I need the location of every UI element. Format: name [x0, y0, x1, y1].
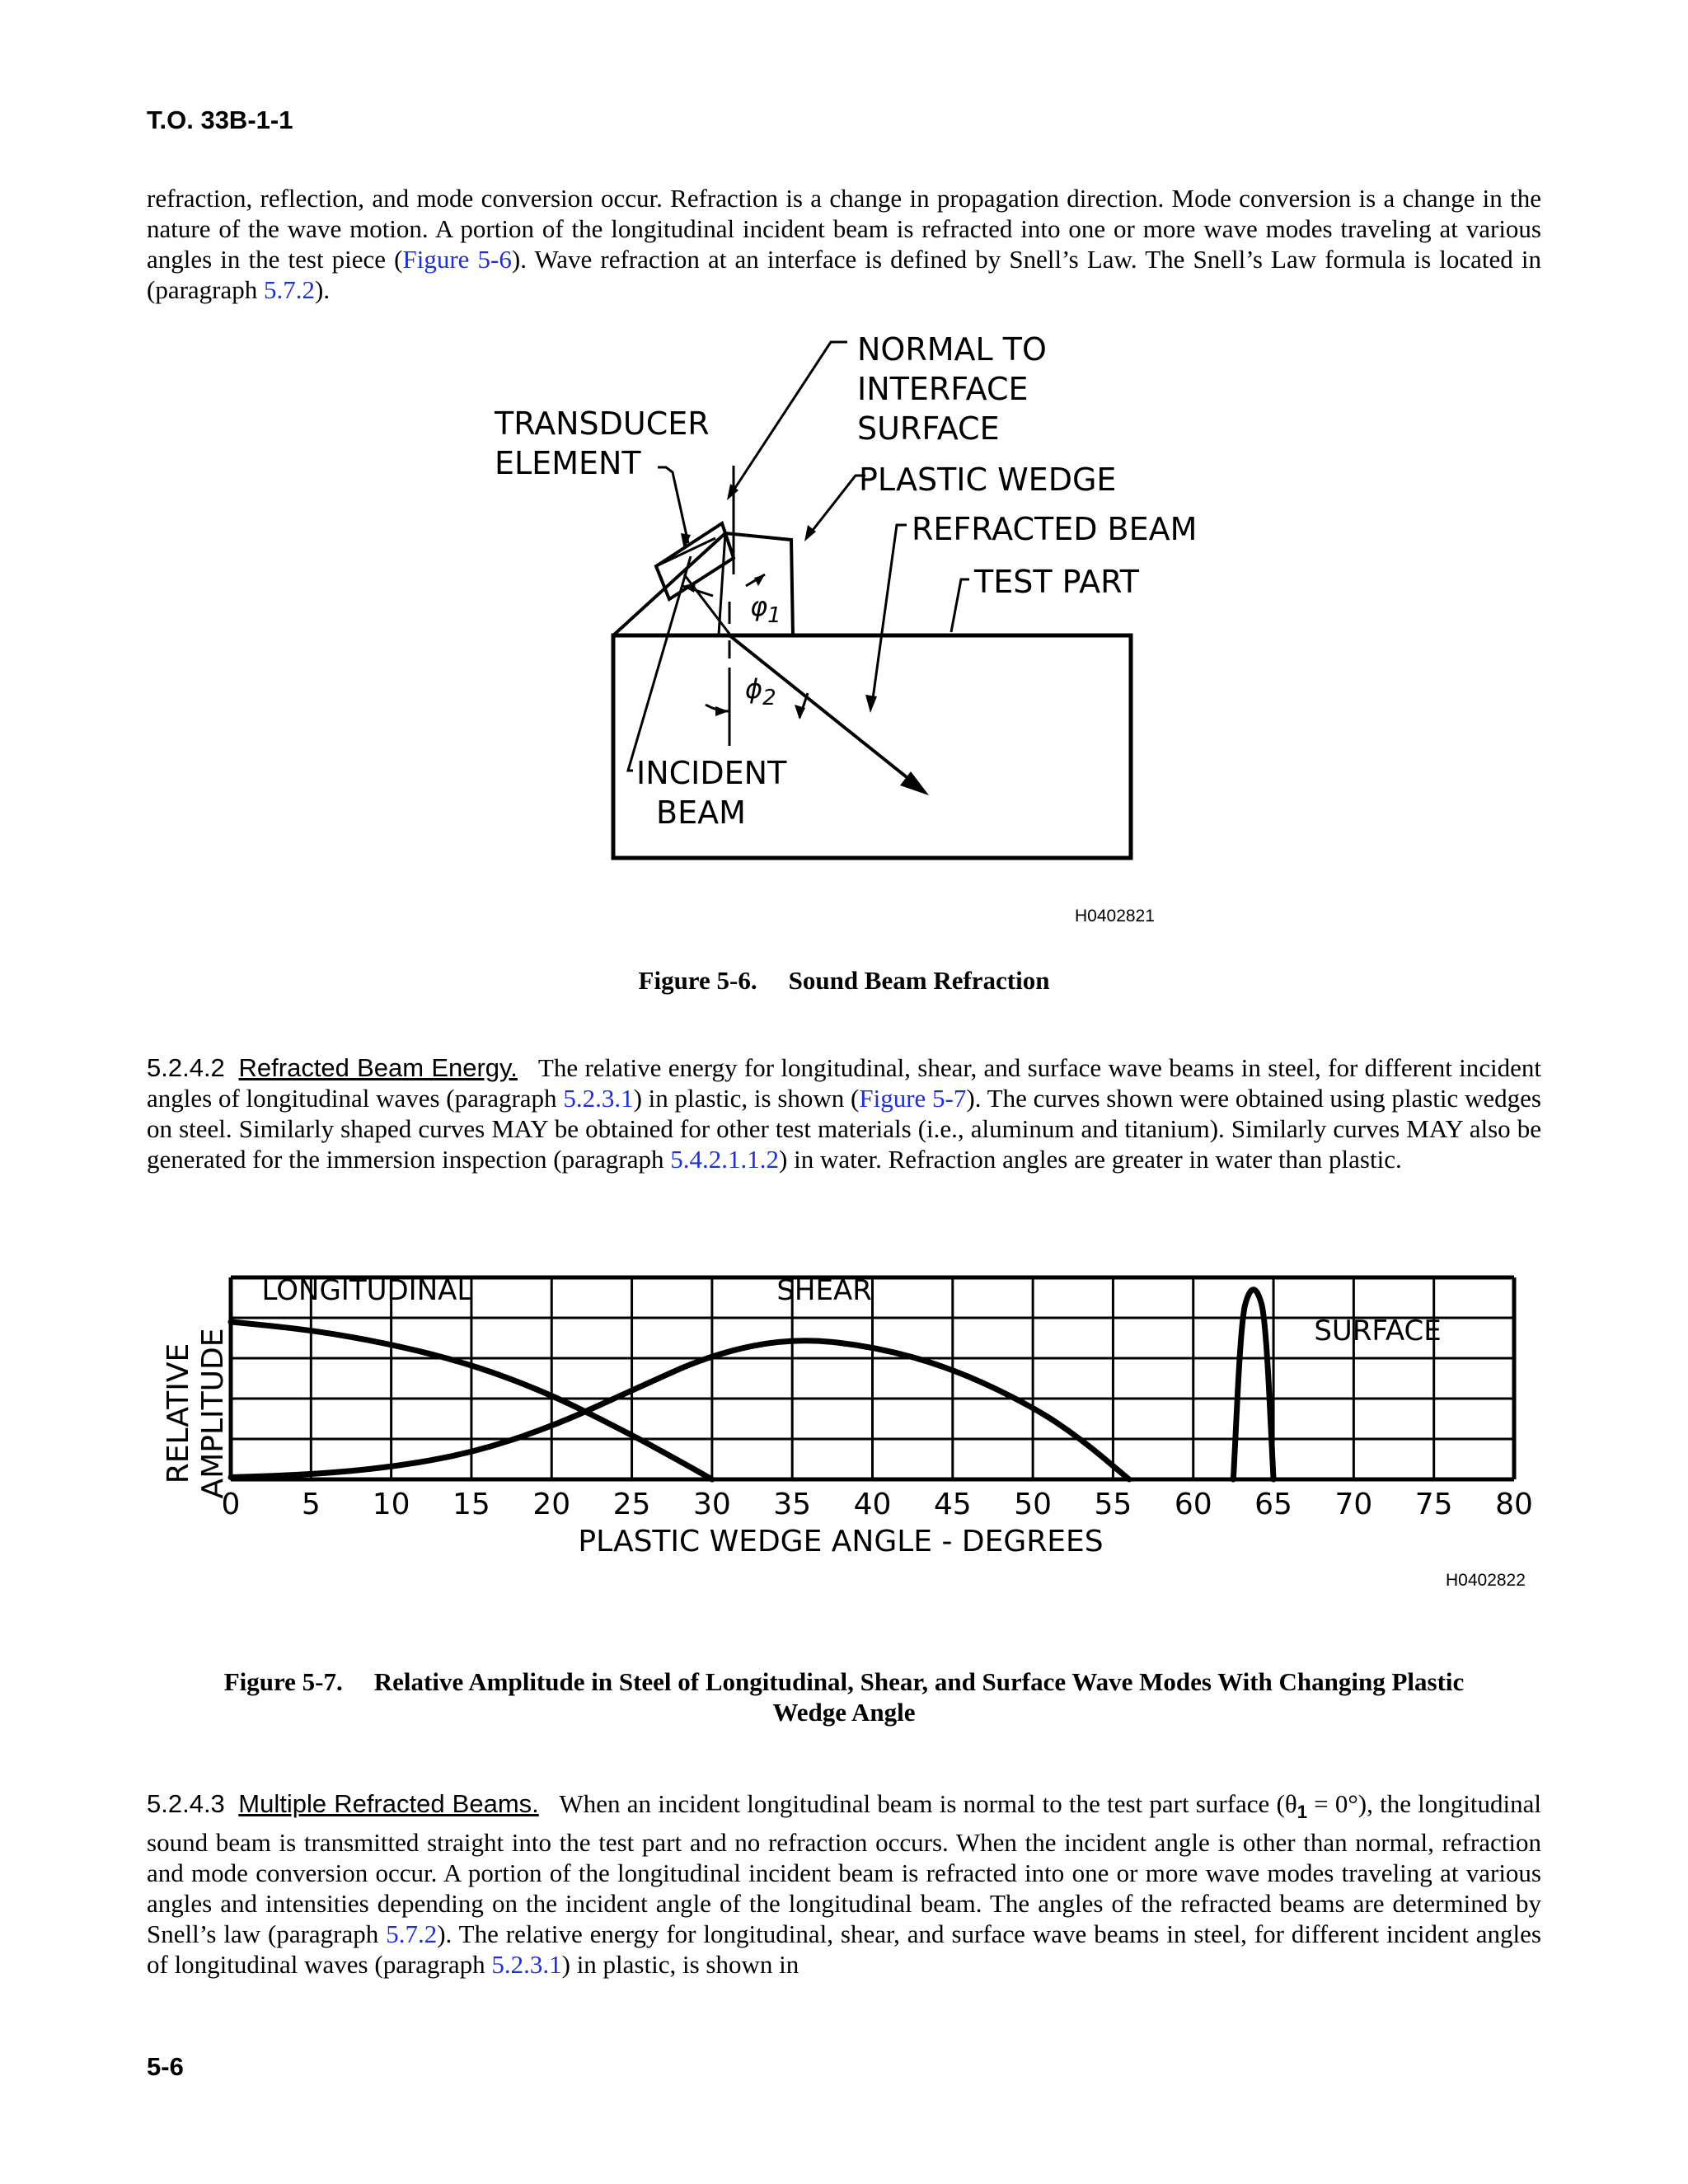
x-tick-75: 75 — [1414, 1488, 1453, 1521]
figure-5-7-code: H0402822 — [1446, 1571, 1526, 1590]
x-tick-5: 5 — [301, 1488, 321, 1521]
section-5-2-4-2-number: 5.2.4.2 — [147, 1053, 225, 1082]
section-5-2-4-3-text-2: = 0°), the longitudinal sound beam is transmitted straight into the test part and no refraction occurs. When the incident angle is other than normal, refraction and mode conversion occur. A portion of the longitudinal incident beam is refracted into one or more wave modes traveling at various angles and intensities depending on the incident angle of the longitudinal beam. The angles of the refracted beams are determined by Snell’s law (paragraph — [147, 1789, 1542, 1949]
label-beam: BEAM — [656, 794, 746, 831]
intro-text-3: ). — [315, 275, 331, 304]
section-5-2-4-2-title: Refracted Beam Energy. — [238, 1053, 518, 1082]
label-element: ELEMENT — [495, 445, 641, 481]
figure-5-7-caption — [147, 1666, 1541, 1727]
y-axis-label-amplitude: AMPLITUDE — [196, 1328, 230, 1499]
section-5-2-4-3-text-3: ). The relative energy for longitudinal, shear, and surface wave beams in steel, for different incident angles of longitudinal waves (paragraph — [147, 1919, 1541, 1980]
page-number: 5-6 — [147, 2052, 184, 2081]
series-label-shear: SHEAR — [776, 1273, 872, 1307]
label-interface: INTERFACE — [857, 371, 1029, 407]
section-5-2-4-2-text-3: ). The curves shown were obtained using plastic wedges on steel. Similarly shaped curves MAY be obtained for other test materials (i.e., aluminum and titanium). Similarly curves MAY also be generated for the immersion inspection (paragraph — [147, 1084, 1541, 1174]
x-tick-10: 10 — [372, 1488, 410, 1521]
x-tick-80: 80 — [1495, 1488, 1533, 1521]
paragraph-5-2-3-1-link[interactable]: 5.2.3.1 — [563, 1084, 634, 1113]
figure-5-6-caption — [0, 966, 1688, 996]
figure-5-6-link[interactable]: Figure 5-6 — [402, 245, 512, 274]
x-tick-50: 50 — [1014, 1488, 1053, 1521]
x-tick-65: 65 — [1254, 1488, 1292, 1521]
figure-5-7-caption-number: Figure 5-7. — [223, 1667, 343, 1696]
x-tick-35: 35 — [773, 1488, 812, 1521]
chart-grid — [231, 1277, 1514, 1479]
label-phi1: $\varphi_1$ — [750, 591, 781, 628]
series-label-surface: SURFACE — [1314, 1314, 1442, 1347]
label-normal-to: NORMAL TO — [857, 331, 1047, 368]
paragraph-5-7-2-link-2[interactable]: 5.7.2 — [386, 1919, 438, 1949]
incident-beam-leader — [628, 556, 691, 771]
label-phi2: $\phi_2$ — [745, 673, 776, 710]
x-tick-0: 0 — [221, 1488, 241, 1521]
figure-5-7-caption-title-1: Relative Amplitude in Steel of Longitudinal, Shear, and Surface Wave Modes With Changing Plastic — [373, 1667, 1465, 1696]
x-tick-70: 70 — [1334, 1488, 1373, 1521]
x-tick-15: 15 — [452, 1488, 490, 1521]
test-part-leader — [951, 579, 969, 632]
intro-text-1: refraction, reflection, and mode conversion occur. Refraction is a change in propagation direction. Mode conversion is a change in the nature of the wave motion. A portion of the longitudinal incident beam is refracted into one or more wave modes traveling at various angles in the test piece ( — [147, 184, 1541, 274]
paragraph-5-7-2-link[interactable]: 5.7.2 — [264, 275, 315, 304]
series-label-longitudinal: LONGITUDINAL — [261, 1273, 473, 1307]
figure-5-7-link[interactable]: Figure 5-7 — [859, 1084, 967, 1113]
chart-x-ticks — [222, 1488, 1533, 1521]
sound-beam-refraction-diagram — [462, 317, 1286, 944]
intro-text-2: ). Wave refraction at an interface is defined by Snell’s Law. The Snell’s Law formula is located in (paragraph — [147, 245, 1541, 304]
x-axis-label: PLASTIC WEDGE ANGLE - DEGREES — [578, 1525, 1104, 1558]
label-refracted-beam: REFRACTED BEAM — [912, 511, 1198, 547]
label-plastic-wedge: PLASTIC WEDGE — [859, 462, 1117, 498]
figure-5-6-caption-number: Figure 5-6. — [638, 966, 757, 995]
figure-5-6-caption-title: Sound Beam Refraction — [788, 966, 1050, 995]
refracted-beam-leader — [872, 525, 907, 705]
x-tick-45: 45 — [933, 1488, 972, 1521]
label-transducer: TRANSDUCER — [495, 405, 710, 442]
normal-leader — [730, 342, 847, 495]
section-5-2-4-2 — [147, 1052, 1541, 1174]
phi2-arrowhead — [715, 706, 729, 716]
figure-5-6-code: H0402821 — [1075, 907, 1155, 926]
x-tick-20: 20 — [532, 1488, 571, 1521]
plastic-wedge-leader — [808, 476, 865, 537]
document-id: T.O. 33B-1-1 — [147, 105, 293, 134]
section-5-2-4-3-number: 5.2.4.3 — [147, 1789, 225, 1818]
x-tick-60: 60 — [1174, 1488, 1212, 1521]
section-5-2-4-3 — [147, 1788, 1541, 1980]
x-tick-55: 55 — [1094, 1488, 1132, 1521]
transducer-leader — [658, 467, 688, 543]
refracted-beam-leader-arrowhead — [865, 695, 877, 713]
section-5-2-4-3-title: Multiple Refracted Beams. — [238, 1789, 539, 1818]
paragraph-5-4-2-1-1-2-link[interactable]: 5.4.2.1.1.2 — [670, 1145, 780, 1174]
paragraph-5-2-3-1-link-2[interactable]: 5.2.3.1 — [491, 1950, 562, 1980]
relative-amplitude-chart — [140, 1269, 1558, 1566]
section-5-2-4-2-text-1: The relative energy for longitudinal, shear, and surface wave beams in steel, for different incident angles of longitudinal waves (paragraph — [147, 1053, 1542, 1113]
x-tick-25: 25 — [612, 1488, 651, 1521]
theta-subscript: 1 — [1296, 1802, 1307, 1823]
phi1-arrowhead-right — [754, 574, 765, 586]
x-tick-40: 40 — [853, 1488, 892, 1521]
section-5-2-4-3-text-4: ) in plastic, is shown in — [561, 1950, 799, 1980]
section-5-2-4-2-text-2: ) in plastic, is shown ( — [633, 1084, 860, 1113]
y-axis-label-relative: RELATIVE — [162, 1343, 195, 1484]
x-tick-30: 30 — [692, 1488, 731, 1521]
intro-paragraph — [147, 183, 1541, 305]
label-incident: INCIDENT — [636, 755, 787, 791]
section-5-2-4-2-text-4: ) in water. Refraction angles are greater in water than plastic. — [779, 1145, 1402, 1174]
label-test-part: TEST PART — [974, 564, 1139, 600]
section-5-2-4-3-text-1: When an incident longitudinal beam is normal to the test part surface (θ — [559, 1789, 1297, 1818]
label-surface: SURFACE — [857, 410, 1000, 447]
figure-5-7-caption-title-2: Wedge Angle — [772, 1698, 916, 1727]
